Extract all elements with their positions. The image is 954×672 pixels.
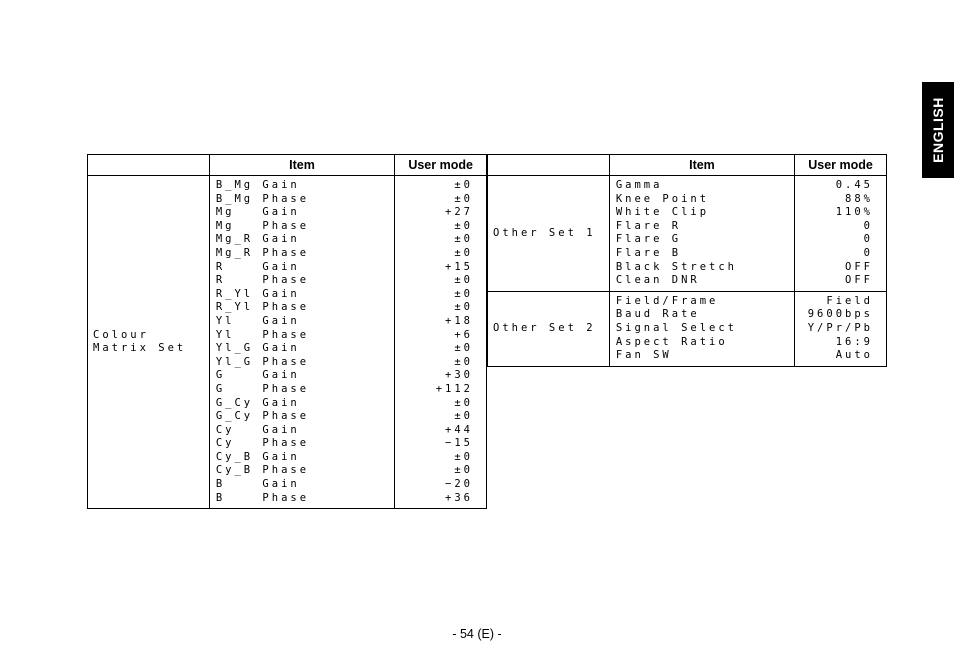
setting-value: 0.45 bbox=[835, 179, 873, 191]
setting-item: Mg Gain bbox=[215, 206, 300, 219]
value-list bbox=[795, 176, 887, 292]
language-tab-label: ENGLISH bbox=[930, 97, 946, 163]
setting-item: Mg_R Gain bbox=[215, 233, 300, 246]
setting-item: Gamma bbox=[615, 179, 663, 191]
setting-value: ±0 bbox=[454, 192, 473, 205]
group-label-other-set-1: Other Set 1 bbox=[488, 176, 610, 292]
setting-value: ±0 bbox=[454, 301, 473, 314]
setting-value: ±0 bbox=[454, 396, 473, 409]
item-list bbox=[209, 176, 394, 509]
setting-item: Signal Select bbox=[615, 321, 737, 334]
setting-value: Y/Pr/Pb bbox=[807, 321, 873, 334]
setting-item: Fan SW bbox=[615, 349, 672, 362]
setting-item: Flare R bbox=[615, 219, 682, 232]
value-list bbox=[795, 291, 887, 366]
setting-item: Flare G bbox=[615, 233, 682, 246]
setting-value: ±0 bbox=[454, 287, 473, 300]
setting-value: ±0 bbox=[454, 179, 473, 191]
setting-item: Cy_B Phase bbox=[215, 464, 310, 477]
setting-item: Flare B bbox=[615, 246, 682, 259]
table-row bbox=[488, 176, 887, 292]
setting-item: Aspect Ratio bbox=[615, 335, 728, 348]
setting-value: 88% bbox=[845, 192, 873, 205]
table-header-row bbox=[488, 155, 887, 176]
group-label-other-set-2: Other Set 2 bbox=[488, 291, 610, 366]
setting-value: 110% bbox=[835, 206, 873, 219]
setting-item: Clean DNR bbox=[615, 274, 700, 287]
setting-value: +18 bbox=[445, 314, 473, 327]
setting-item: B Phase bbox=[215, 491, 310, 504]
setting-item: Mg Phase bbox=[215, 219, 310, 232]
setting-item: R_Yl Phase bbox=[215, 301, 310, 314]
setting-item: B Gain bbox=[215, 478, 300, 491]
setting-item: Yl Phase bbox=[215, 328, 310, 341]
setting-value: 16:9 bbox=[835, 335, 873, 348]
setting-value: +30 bbox=[445, 369, 473, 382]
setting-item: Cy_B Gain bbox=[215, 450, 300, 463]
table-header-row bbox=[88, 155, 487, 176]
header-item: Item bbox=[609, 155, 794, 176]
setting-value: ±0 bbox=[454, 233, 473, 246]
header-group bbox=[488, 155, 610, 176]
setting-value: +36 bbox=[445, 491, 473, 504]
setting-value: +44 bbox=[445, 423, 473, 436]
page-number: - 54 (E) - bbox=[452, 627, 502, 641]
setting-item: Cy Gain bbox=[215, 423, 300, 436]
setting-item: White Clip bbox=[615, 206, 710, 219]
setting-value: 0 bbox=[863, 246, 873, 259]
setting-item: G_Cy Phase bbox=[215, 410, 310, 423]
header-item: Item bbox=[209, 155, 394, 176]
language-tab bbox=[922, 82, 954, 178]
setting-item: Field/Frame bbox=[615, 294, 719, 307]
setting-item: Knee Point bbox=[615, 192, 710, 205]
setting-item: G Gain bbox=[215, 369, 300, 382]
other-set-table bbox=[487, 154, 887, 367]
item-list bbox=[609, 291, 794, 366]
setting-value: +15 bbox=[445, 260, 473, 273]
setting-value: Auto bbox=[835, 349, 873, 362]
table-row bbox=[88, 176, 487, 509]
setting-item: Yl_G Phase bbox=[215, 355, 310, 368]
setting-item: G_Cy Gain bbox=[215, 396, 300, 409]
setting-item: G Phase bbox=[215, 382, 310, 395]
setting-item: R Phase bbox=[215, 274, 310, 287]
setting-item: Baud Rate bbox=[615, 308, 700, 321]
setting-item: Yl_G Gain bbox=[215, 342, 300, 355]
setting-value: −20 bbox=[445, 478, 473, 491]
setting-value: +6 bbox=[454, 328, 473, 341]
setting-value: OFF bbox=[845, 260, 873, 273]
setting-value: ±0 bbox=[454, 274, 473, 287]
setting-value: ±0 bbox=[454, 450, 473, 463]
setting-item: Yl Gain bbox=[215, 314, 300, 327]
setting-value: ±0 bbox=[454, 355, 473, 368]
setting-value: 0 bbox=[863, 233, 873, 246]
setting-value: ±0 bbox=[454, 464, 473, 477]
setting-item: Cy Phase bbox=[215, 437, 310, 450]
setting-value: 9600bps bbox=[807, 308, 873, 321]
setting-item: R Gain bbox=[215, 260, 300, 273]
table-row bbox=[488, 291, 887, 366]
setting-item: Mg_R Phase bbox=[215, 246, 310, 259]
setting-item: R_Yl Gain bbox=[215, 287, 300, 300]
group-label-colour-matrix: Colour Matrix Set bbox=[88, 176, 210, 509]
value-list bbox=[395, 176, 487, 509]
setting-value: OFF bbox=[845, 274, 873, 287]
setting-item: B_Mg Gain bbox=[215, 179, 300, 191]
setting-item: B_Mg Phase bbox=[215, 192, 310, 205]
setting-value: ±0 bbox=[454, 219, 473, 232]
setting-value: +112 bbox=[435, 382, 473, 395]
item-list bbox=[609, 176, 794, 292]
setting-value: +27 bbox=[445, 206, 473, 219]
setting-item: Black Stretch bbox=[615, 260, 737, 273]
header-user-mode: User mode bbox=[795, 155, 887, 176]
setting-value: Field bbox=[826, 294, 873, 307]
setting-value: −15 bbox=[445, 437, 473, 450]
colour-matrix-table bbox=[87, 154, 487, 509]
setting-value: ±0 bbox=[454, 342, 473, 355]
header-group bbox=[88, 155, 210, 176]
setting-value: ±0 bbox=[454, 410, 473, 423]
header-user-mode: User mode bbox=[395, 155, 487, 176]
setting-value: ±0 bbox=[454, 246, 473, 259]
setting-value: 0 bbox=[863, 219, 873, 232]
